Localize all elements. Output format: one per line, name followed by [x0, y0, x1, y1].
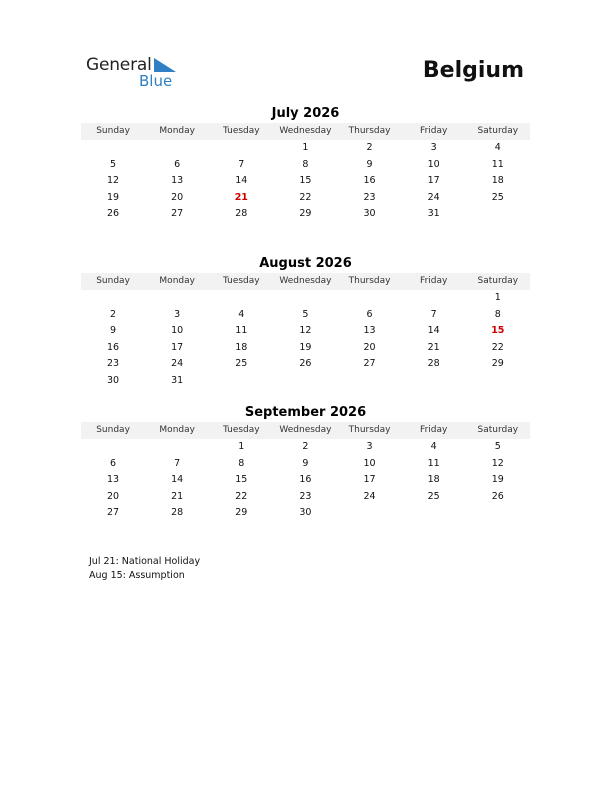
day-cell: 31 [427, 208, 440, 220]
day-cell: 16 [299, 474, 312, 486]
holiday-day-cell: 21 [234, 191, 248, 203]
holiday-note: Jul 21: National Holiday [89, 556, 201, 567]
month-block-july [81, 105, 530, 223]
empty-day-cell [209, 140, 273, 157]
week-row [81, 439, 530, 456]
day-cell: 6 [366, 308, 373, 320]
day-cell: 8 [494, 308, 501, 320]
day-cell: 25 [427, 490, 440, 502]
month-block-august [81, 255, 530, 390]
day-cell: 10 [363, 457, 376, 469]
empty-day-cell [466, 505, 530, 522]
day-cell: 20 [363, 341, 376, 353]
day-cell: 9 [302, 457, 309, 469]
day-cell: 13 [171, 175, 184, 187]
week-row [81, 290, 530, 307]
weekday-header: Tuesday [223, 126, 260, 136]
day-cell: 17 [363, 474, 376, 486]
empty-day-cell [273, 373, 337, 390]
day-cell: 5 [302, 308, 309, 320]
day-cell: 14 [171, 474, 184, 486]
empty-day-cell [273, 290, 337, 307]
day-cell: 29 [235, 507, 248, 519]
day-cell: 2 [302, 441, 309, 452]
day-cell: 27 [107, 507, 120, 519]
day-cell: 26 [107, 208, 120, 220]
day-cell: 15 [299, 175, 312, 187]
weekday-header: Wednesday [279, 276, 332, 286]
week-row [81, 307, 530, 324]
day-cell: 6 [110, 457, 117, 469]
day-cell: 10 [171, 325, 184, 337]
day-cell: 5 [494, 441, 501, 452]
day-cell: 17 [427, 175, 440, 187]
country-title: Belgium [422, 58, 524, 83]
week-row [81, 140, 530, 157]
week-row [81, 157, 530, 174]
weekday-header: Monday [159, 126, 195, 136]
holiday-notes [89, 555, 200, 583]
day-cell: 16 [363, 175, 376, 187]
day-cell: 25 [235, 358, 248, 370]
day-cell: 4 [494, 142, 501, 153]
day-cell: 3 [366, 441, 373, 452]
day-cell: 26 [299, 358, 312, 370]
weekday-header: Wednesday [279, 126, 332, 136]
week-row [81, 489, 530, 506]
day-cell: 31 [171, 374, 184, 386]
day-cell: 11 [491, 158, 504, 170]
day-cell: 25 [491, 191, 504, 203]
holiday-day-cell: 15 [491, 325, 505, 337]
weekday-header: Saturday [477, 126, 519, 136]
day-cell: 23 [107, 358, 120, 370]
empty-day-cell [338, 290, 402, 307]
logo-word-blue: Blue [139, 72, 173, 90]
day-cell: 10 [427, 158, 440, 170]
weekday-header: Friday [420, 126, 448, 136]
day-cell: 9 [110, 325, 117, 337]
day-cell: 3 [174, 308, 181, 320]
week-row [81, 472, 530, 489]
day-cell: 2 [366, 142, 373, 153]
day-cell: 23 [299, 490, 312, 502]
holiday-note: Aug 15: Assumption [89, 570, 185, 581]
week-row [81, 173, 530, 190]
weekday-header: Sunday [96, 425, 130, 435]
week-row [81, 340, 530, 357]
month-title: July 2026 [271, 106, 340, 121]
week-row [81, 373, 530, 390]
day-cell: 8 [302, 158, 309, 170]
day-cell: 8 [238, 457, 245, 469]
weekday-header: Thursday [348, 276, 391, 286]
weekday-header-row [81, 422, 530, 439]
weekday-header: Monday [159, 276, 195, 286]
day-cell: 13 [363, 325, 376, 337]
day-cell: 7 [430, 308, 437, 320]
day-cell: 19 [299, 341, 312, 353]
day-cell: 29 [491, 358, 504, 370]
day-cell: 18 [235, 341, 248, 353]
day-cell: 20 [171, 191, 184, 203]
day-cell: 24 [171, 358, 184, 370]
day-cell: 28 [171, 507, 184, 519]
day-cell: 4 [430, 441, 437, 452]
empty-day-cell [81, 140, 145, 157]
day-cell: 30 [107, 374, 120, 386]
day-cell: 17 [171, 341, 184, 353]
day-cell: 19 [107, 191, 120, 203]
day-cell: 27 [363, 358, 376, 370]
generalblue-logo [86, 55, 186, 95]
day-cell: 30 [299, 507, 312, 519]
weekday-header: Wednesday [279, 425, 332, 435]
day-cell: 14 [427, 325, 440, 337]
day-cell: 18 [491, 175, 504, 187]
day-cell: 21 [171, 490, 184, 502]
day-cell: 30 [363, 208, 376, 220]
day-cell: 15 [235, 474, 248, 486]
weekday-header: Friday [420, 276, 448, 286]
empty-day-cell [338, 373, 402, 390]
day-cell: 1 [238, 441, 245, 452]
day-cell: 12 [299, 325, 312, 337]
empty-day-cell [209, 290, 273, 307]
day-cell: 16 [107, 341, 120, 353]
empty-day-cell [145, 439, 209, 456]
day-cell: 4 [238, 308, 245, 320]
day-cell: 23 [363, 191, 376, 203]
day-cell: 12 [107, 175, 120, 187]
day-cell: 21 [427, 341, 440, 353]
empty-day-cell [466, 373, 530, 390]
day-cell: 9 [366, 158, 373, 170]
empty-day-cell [81, 290, 145, 307]
day-cell: 1 [302, 142, 309, 153]
weekday-header: Tuesday [223, 276, 260, 286]
weekday-header: Saturday [477, 276, 519, 286]
empty-day-cell [145, 140, 209, 157]
empty-day-cell [402, 505, 466, 522]
weekday-header: Sunday [96, 126, 130, 136]
day-cell: 12 [491, 457, 504, 469]
weekday-header: Tuesday [223, 425, 260, 435]
day-cell: 22 [235, 490, 248, 502]
day-cell: 1 [494, 292, 501, 303]
empty-day-cell [338, 505, 402, 522]
weekday-header: Thursday [348, 425, 391, 435]
day-cell: 24 [363, 490, 376, 502]
day-cell: 28 [235, 208, 248, 220]
day-cell: 3 [430, 142, 437, 153]
weekday-header: Saturday [477, 425, 519, 435]
day-cell: 7 [238, 158, 245, 170]
week-row [81, 323, 530, 340]
week-row [81, 206, 530, 223]
weekday-header: Thursday [348, 126, 391, 136]
day-cell: 11 [427, 457, 440, 469]
month-title: August 2026 [259, 256, 352, 271]
weekday-header-row [81, 123, 530, 140]
weekday-header: Monday [159, 425, 195, 435]
day-cell: 2 [110, 308, 117, 320]
day-cell: 14 [235, 175, 248, 187]
week-row [81, 356, 530, 373]
weekday-header: Friday [420, 425, 448, 435]
month-block-september [81, 404, 530, 522]
empty-day-cell [402, 290, 466, 307]
month-title: September 2026 [244, 405, 367, 420]
day-cell: 22 [299, 191, 312, 203]
week-row [81, 190, 530, 207]
empty-day-cell [466, 206, 530, 223]
empty-day-cell [145, 290, 209, 307]
week-row [81, 456, 530, 473]
empty-day-cell [209, 373, 273, 390]
day-cell: 5 [110, 158, 117, 170]
day-cell: 24 [427, 191, 440, 203]
day-cell: 11 [235, 325, 248, 337]
weekday-header: Sunday [96, 276, 130, 286]
week-row [81, 505, 530, 522]
day-cell: 13 [107, 474, 120, 486]
day-cell: 27 [171, 208, 184, 220]
day-cell: 26 [491, 490, 504, 502]
day-cell: 7 [174, 457, 181, 469]
day-cell: 22 [491, 341, 504, 353]
day-cell: 20 [107, 490, 120, 502]
empty-day-cell [81, 439, 145, 456]
day-cell: 19 [491, 474, 504, 486]
day-cell: 29 [299, 208, 312, 220]
logo-word-general: General [86, 55, 152, 75]
day-cell: 18 [427, 474, 440, 486]
day-cell: 28 [427, 358, 440, 370]
empty-day-cell [402, 373, 466, 390]
day-cell: 6 [174, 158, 181, 170]
weekday-header-row [81, 273, 530, 290]
